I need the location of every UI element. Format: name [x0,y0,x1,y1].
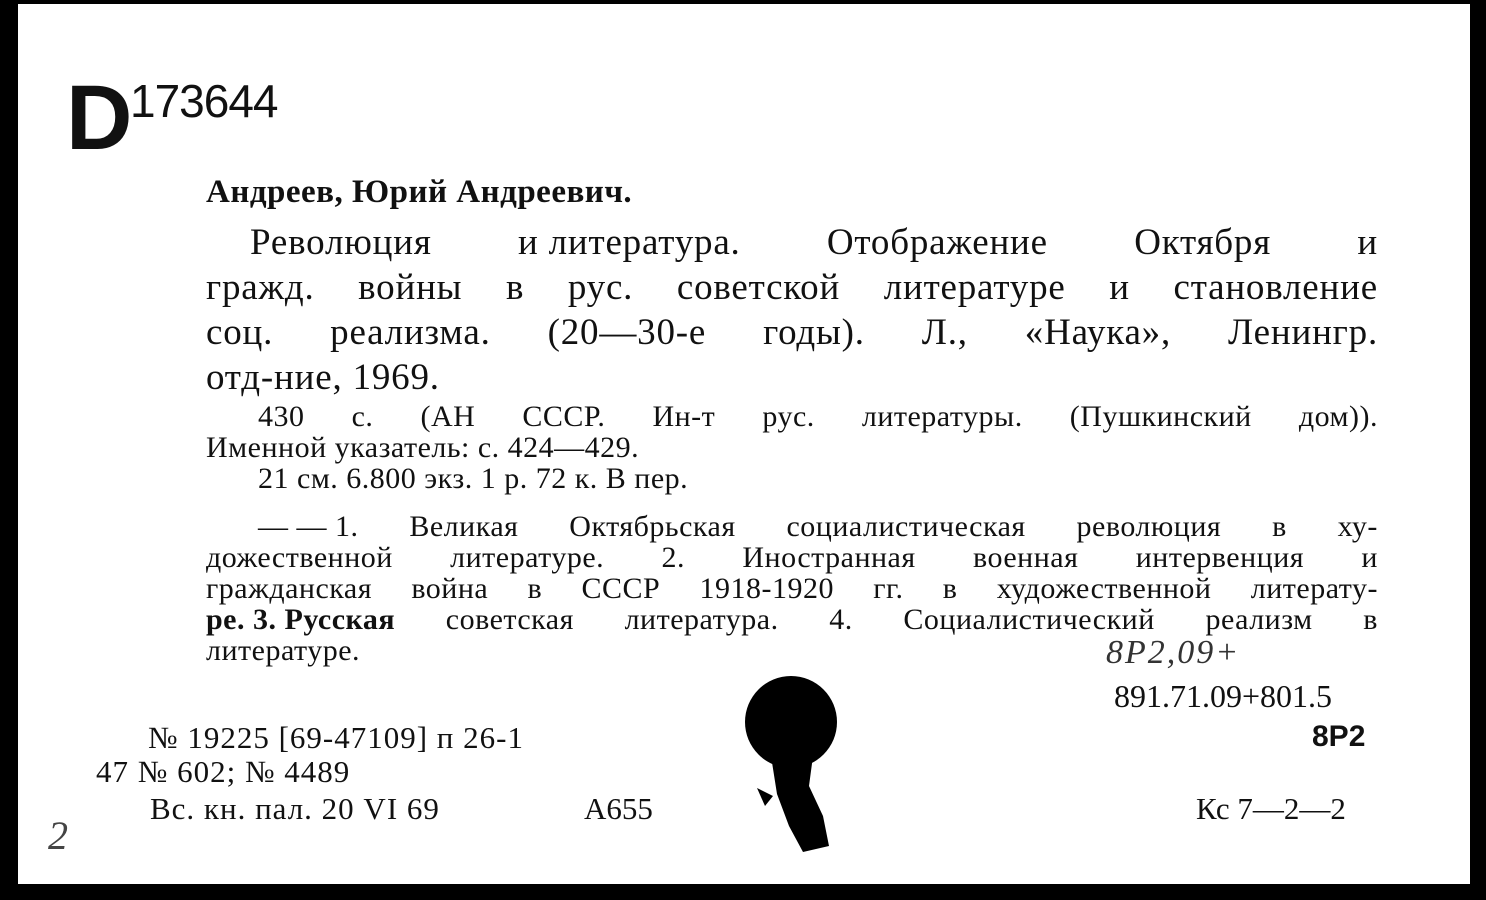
subject-word: Великая [409,510,519,543]
subject-word: художественной [996,572,1212,605]
title-line [206,355,1378,400]
title-word: отд-ние, 1969. [206,357,440,398]
subject-word: в [942,572,958,605]
subject-word: война [411,572,489,605]
handwritten-classification: 8Р2,09+ [1106,634,1241,671]
subject-word: гражданская [206,572,373,605]
subject-word: и [1361,541,1378,574]
subject-word: в [1272,510,1287,543]
title-word: рус. [567,267,634,308]
physical-word: Именной указатель: с. 424—429. [206,431,640,464]
catalog-code: А655 [584,791,653,826]
title-word: (20—30-е [547,312,707,353]
margin-mark: 2 [48,813,68,858]
title-line [206,310,1378,355]
record-number-line: 47 № 602; № 4489 [96,754,351,789]
subject-word: Иностранная [742,541,916,574]
subject-word: социалистическая [786,510,1026,543]
subject-word: гг. [873,572,904,605]
author-heading: Андреев, Юрий Андреевич. [206,174,633,210]
punch-hole-blot [743,676,843,856]
classification-number: 891.71.09+801.5 [1114,678,1333,714]
subject-word: ре. 3. Русская [206,603,396,636]
physical-word: Ин-т [652,400,716,433]
subject-word: Социалистический [903,603,1155,636]
subject-line [206,573,1378,604]
subject-word: ху- [1337,510,1378,543]
title-word: гражд. [206,267,315,308]
title-word: и литература. [517,222,741,263]
subject-word: 4. [829,603,853,636]
physical-word: дом)). [1298,400,1378,433]
physical-word: с. [351,400,374,433]
title-word: Л., [921,312,968,353]
physical-word: (АН [420,400,476,433]
physical-word: рус. [762,400,815,433]
title-line [206,265,1378,310]
title-word: Отображение [826,222,1048,263]
physical-word: (Пушкинский [1069,400,1252,433]
book-chamber-line: Вс. кн. пал. 20 VI 69 [150,791,440,826]
card-bottom-edge [0,884,1486,900]
title-word: «Наука», [1024,312,1172,353]
physical-word: СССР. [522,400,606,433]
subject-word: литературе. [206,634,361,667]
title-word: советской [676,267,841,308]
subject-line [206,542,1378,573]
subject-word: военная [973,541,1079,574]
physical-description [206,401,1378,494]
title-word: реализма. [330,312,491,353]
title-word: войны [358,267,463,308]
subject-word: советская [445,603,574,636]
subject-word: литература. [624,603,779,636]
record-number-line: № 19225 [69-47109] п 26-1 [148,720,524,755]
card-id-number: 173644 [130,75,278,127]
classification-code: 8Р2 [1312,720,1366,753]
physical-line [206,401,1378,432]
title-word: и [1357,222,1378,263]
subject-word: литературе. [450,541,605,574]
subject-line [206,511,1378,542]
subject-word: в [1363,603,1378,636]
title-word: литературе [883,267,1066,308]
physical-line [206,432,1378,463]
title-word: в [505,267,525,308]
title-word: Революция [250,222,432,263]
subject-word: реализм [1205,603,1313,636]
subject-line [206,604,1378,635]
subject-word: СССР [581,572,661,605]
subject-word: интервенция [1135,541,1305,574]
title-word: соц. [206,312,274,353]
title-word: и [1109,267,1130,308]
title-word: Октября [1134,222,1272,263]
title-line [206,220,1378,265]
subject-word: — — 1. [258,510,359,543]
physical-line [206,463,1378,494]
title-word: становление [1173,267,1378,308]
title-word: годы). [763,312,865,353]
subject-word: литерату- [1250,572,1378,605]
subject-word: дожественной [206,541,393,574]
subject-word: 1918-1920 [699,572,834,605]
title-word: Ленингр. [1228,312,1378,353]
subject-word: революция [1076,510,1222,543]
kc-code: Кс 7—2—2 [1196,791,1346,826]
physical-word: 21 см. 6.800 экз. 1 р. 72 к. В пер. [258,462,689,495]
physical-word: 430 [258,400,305,433]
card-id-letter: D [66,67,133,169]
physical-word: литературы. [861,400,1023,433]
title-block [206,220,1378,400]
subject-word: 2. [661,541,686,574]
subject-word: в [527,572,543,605]
subject-word: Октябрьская [569,510,736,543]
